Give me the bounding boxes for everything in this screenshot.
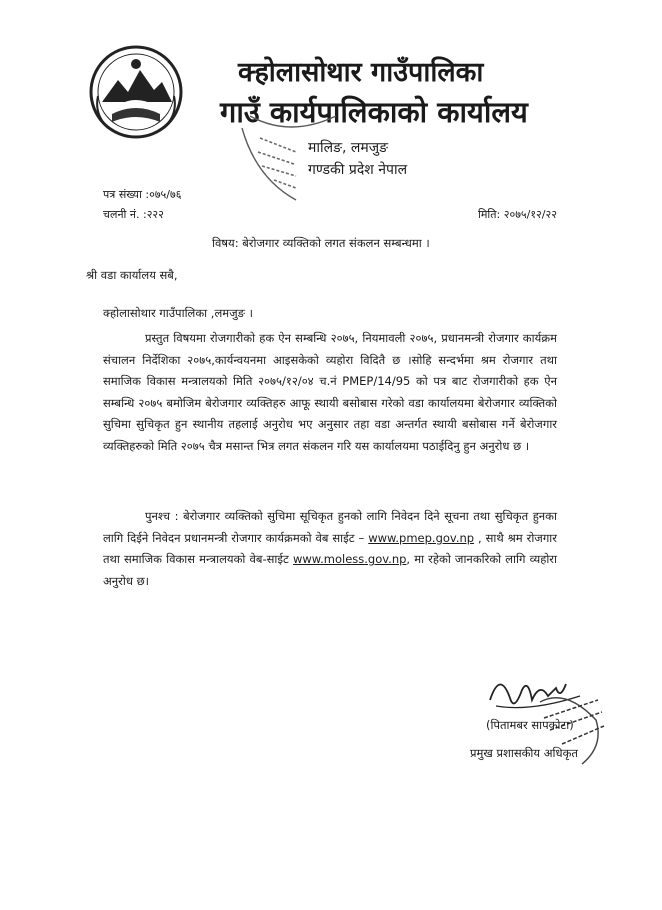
paragraph-2-text-c: , मा रहेको जानकरिको लागि व्यहोरा अनुरोध छ। — [103, 552, 557, 588]
paragraph-2-text-b: , साथै श्रम रोजगार तथा समाजिक विकास मन्त्रालयको वेब-साईट — [103, 530, 557, 567]
address-line-1: मालिङ, लमजुङ — [308, 140, 389, 156]
signatory-name: (पितामबर सापकोटा) — [486, 718, 574, 732]
address-line-2: गण्डकी प्रदेश नेपाल — [308, 162, 408, 178]
body-paragraph-2 — [103, 506, 557, 592]
letter-date: मिति: २०७५/१२/२२ — [478, 208, 557, 221]
municipality-name: क्होलासोथार गाउँपालिका — [238, 57, 484, 88]
municipality-emblem — [88, 44, 184, 140]
office-name: गाउँ कार्यपालिकाको कार्यालय — [220, 95, 528, 129]
recipient-line-1: श्री वडा कार्यालय सबै, — [86, 268, 178, 282]
office-stamp — [236, 108, 346, 204]
paragraph-2-text-a: पुनश्च : बेरोजगार व्यक्तिको सुचिमा सूचिकृत हुनको लागि निवेदन दिने सूचना तथा सुचिकृत हुनका लागि दिईने निवेदन प्रधानमन्त्री रोजगार कार्यक्रमको वेब साईट – — [103, 509, 557, 545]
moless-website-link[interactable]: www.moless.gov.np — [292, 552, 407, 567]
letter-number: पत्र संख्या :०७५/७६ — [103, 188, 182, 201]
dispatch-number: चलनी नं. :२२२ — [103, 208, 164, 221]
recipient-line-2: क्होलासोथार गाउँपालिका ,लमजुङ । — [103, 306, 254, 320]
pmep-website-link[interactable]: www.pmep.gov.np — [368, 530, 475, 545]
letter-subject: विषय: बेरोजगार व्यक्तिको लगत संकलन सम्बन्धमा । — [212, 236, 430, 250]
signatory-title: प्रमुख प्रशासकीय अधिकृत — [470, 746, 578, 760]
body-paragraph-1: प्रस्तुत विषयमा रोजगारीको हक ऐन सम्बन्धि २०७५, नियमावली २०७५, प्रधानमन्त्री रोजगार कार्यक्रम संचालन निर्देशिका २०७५,कार्यन्वयनमा आइसकेको व्यहोरा विदितै छ ।सोहि सन्दर्भमा श्रम रोजगार तथा समाजिक विकास मन्त्रालयको मिति २०७५/१२/०४ च.नं PMEP/14/95 को पत्र बाट रोजगारीको हक ऐन सम्बन्धि २०७५ बमोजिम बेरोजगार व्यक्तिहरु आफू स्थायी बसोबास गरेको वडा कार्यालयमा बेरोजगार व्यक्तिको सुचिमा सुचिकृत हुन स्थानीय तहलाई अनुरोध भए अनुसार तहा वडा अन्तर्गत स्थायी बसोबास गर्ने बेरोजगार व्यक्तिहरुको मिति २०७५ चैत्र मसान्त भित्र लगत संकलन गरि यस कार्यालयमा पठाईदिनु हुन अनुरोध छ । — [103, 331, 557, 453]
